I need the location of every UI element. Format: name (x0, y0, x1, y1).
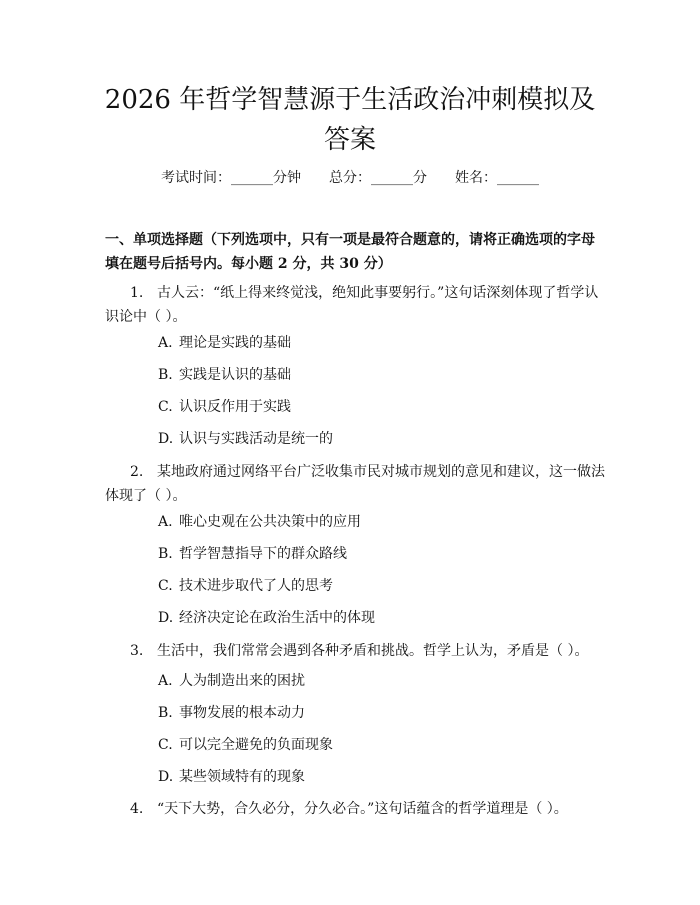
question-3-option-a (158, 671, 598, 691)
option-text: 经济决定论在政治生活中的体现 (179, 610, 375, 626)
option-letter: D. (158, 431, 174, 447)
question-stem: 生活中，我们常常会遇到各种矛盾和挑战。哲学上认为，矛盾是（ ）。 (157, 643, 589, 659)
option-letter: D. (158, 610, 174, 626)
question-2-option-a (158, 512, 598, 532)
question-stem: “天下大势，合久必分，分久必合。”这句话蕴含的哲学道理是（ ）。 (157, 801, 568, 817)
question-number: 1. (130, 285, 144, 301)
question-3-option-b (158, 703, 598, 723)
section-heading: 一、单项选择题（下列选项中，只有一项是最符合题意的，请将正确选项的字母填在题号后括号内。每小题 2 分，共 30 分） (105, 232, 595, 272)
option-text: 认识反作用于实践 (179, 399, 291, 415)
student-name-label: 姓名：______ (455, 170, 539, 186)
question-1 (105, 281, 605, 329)
option-text: 唯心史观在公共决策中的应用 (179, 514, 361, 530)
option-letter: A. (158, 514, 173, 530)
option-letter: A. (158, 335, 173, 351)
question-number: 4. (130, 801, 144, 817)
option-text: 某些领域特有的现象 (179, 769, 305, 785)
question-1-option-a (158, 333, 598, 353)
option-letter: A. (158, 673, 173, 689)
option-text: 哲学智慧指导下的群众路线 (179, 546, 347, 562)
question-2-option-c (158, 576, 598, 596)
question-1-option-d (158, 429, 598, 449)
option-text: 人为制造出来的困扰 (179, 673, 305, 689)
question-stem: 某地政府通过网络平台广泛收集市民对城市规划的意见和建议，这一做法体现了（ ）。 (105, 464, 605, 504)
question-3 (105, 639, 605, 663)
question-stem: 古人云：“纸上得来终觉浅，绝知此事要躬行。”这句话深刻体现了哲学认识论中（ ）。 (105, 285, 599, 325)
option-text: 事物发展的根本动力 (179, 705, 305, 721)
document-title: 2026 年哲学智慧源于生活政治冲刺模拟及答案 (104, 85, 596, 155)
option-letter: B. (158, 546, 173, 562)
question-2-option-d (158, 608, 598, 628)
option-letter: B. (158, 705, 173, 721)
question-1-option-b (158, 365, 598, 385)
option-text: 认识与实践活动是统一的 (179, 431, 333, 447)
option-letter: C. (158, 578, 173, 594)
question-3-option-d (158, 767, 598, 787)
question-number: 3. (130, 643, 144, 659)
question-2-option-b (158, 544, 598, 564)
option-letter: D. (158, 769, 174, 785)
option-text: 理论是实践的基础 (179, 335, 291, 351)
question-4 (105, 797, 605, 821)
total-score-label: 总分：______分 (329, 170, 427, 186)
exam-time-label: 考试时间：______分钟 (161, 170, 301, 186)
option-letter: C. (158, 399, 173, 415)
option-text: 实践是认识的基础 (179, 367, 291, 383)
exam-meta (0, 168, 700, 188)
option-text: 技术进步取代了人的思考 (179, 578, 333, 594)
question-1-option-c (158, 397, 598, 417)
question-number: 2. (130, 464, 144, 480)
question-2 (105, 460, 605, 508)
option-text: 可以完全避免的负面现象 (179, 737, 333, 753)
option-letter: C. (158, 737, 173, 753)
question-3-option-c (158, 735, 598, 755)
option-letter: B. (158, 367, 173, 383)
